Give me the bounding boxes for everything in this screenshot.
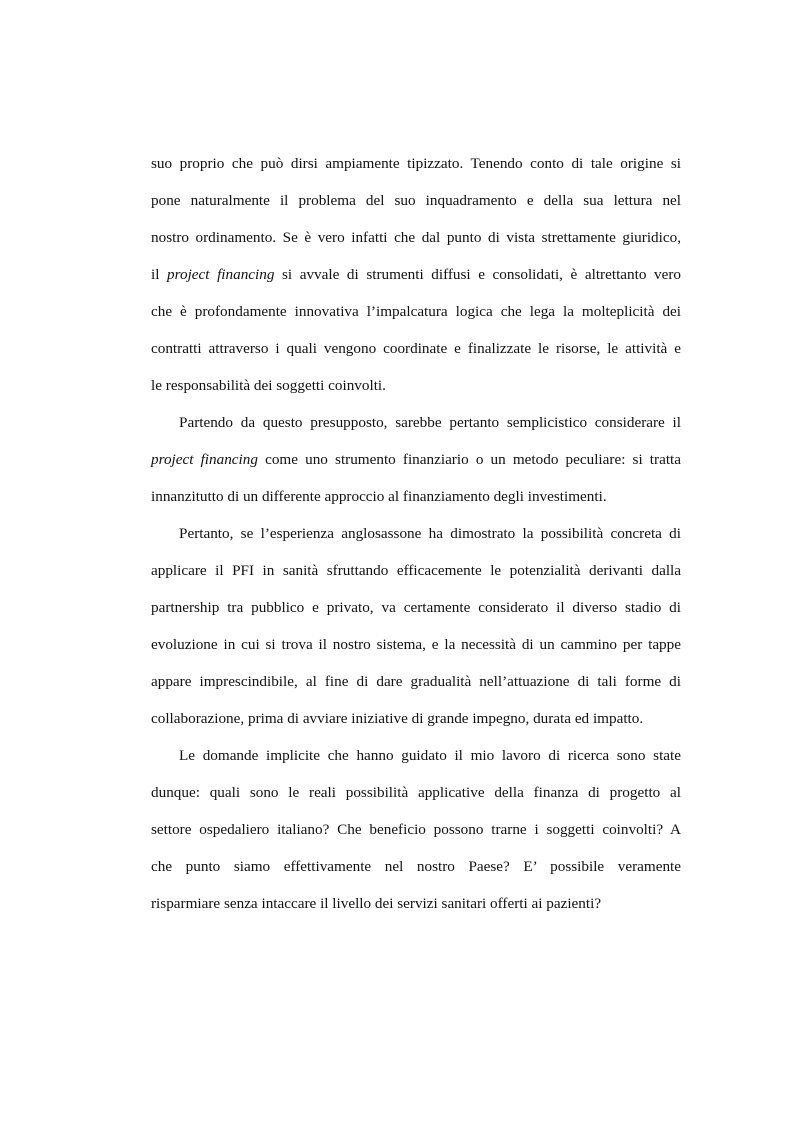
paragraph-line: che punto siamo effettivamente nel nostro Paese? E’ possibile veramente	[151, 858, 681, 875]
paragraph-line: Pertanto, se l’esperienza anglosassone ha dimostrato la possibilità concreta di	[179, 525, 681, 542]
body-text	[151, 145, 681, 922]
paragraph-line: Partendo da questo presupposto, sarebbe pertanto semplicistico considerare il	[179, 414, 681, 431]
paragraph-2	[151, 404, 681, 515]
paragraph-line	[151, 441, 681, 478]
paragraph-line: evoluzione in cui si trova il nostro sistema, e la necessità di un cammino per tappe	[151, 636, 681, 653]
paragraph-line: innanzitutto di un differente approccio al finanziamento degli investimenti.	[151, 488, 607, 505]
paragraph-line: risparmiare senza intaccare il livello dei servizi sanitari offerti ai pazienti?	[151, 895, 602, 912]
paragraph-line	[151, 256, 681, 293]
italic-term: project financing	[167, 266, 275, 283]
paragraph-line: contratti attraverso i quali vengono coordinate e finalizzate le risorse, le attività e	[151, 340, 681, 357]
paragraph-line: collaborazione, prima di avviare iniziative di grande impegno, durata ed impatto.	[151, 710, 644, 727]
paragraph-line: che è profondamente innovativa l’impalcatura logica che lega la molteplicità dei	[151, 303, 681, 320]
paragraph-line: appare imprescindibile, al fine di dare gradualità nell’attuazione di tali forme di	[151, 673, 681, 690]
paragraph-4	[151, 737, 681, 922]
text-run: si avvale di strumenti diffusi e consolidati, è altrettanto vero	[274, 266, 682, 283]
paragraph-1	[151, 145, 681, 404]
paragraph-line: le responsabilità dei soggetti coinvolti.	[151, 377, 386, 394]
paragraph-line: applicare il PFI in sanità sfruttando efficacemente le potenzialità derivanti dalla	[151, 562, 681, 579]
paragraph-line: settore ospedaliero italiano? Che beneficio possono trarne i soggetti coinvolti? A	[151, 821, 681, 838]
paragraph-line: pone naturalmente il problema del suo inquadramento e della sua lettura nel	[151, 192, 681, 209]
paragraph-3	[151, 515, 681, 737]
italic-term: project financing	[151, 451, 258, 468]
text-run: come uno strumento finanziario o un metodo peculiare: si tratta	[257, 451, 681, 468]
paragraph-line: nostro ordinamento. Se è vero infatti che dal punto di vista strettamente giuridico,	[151, 229, 681, 246]
paragraph-line: Le domande implicite che hanno guidato il mio lavoro di ricerca sono state	[179, 747, 681, 764]
paragraph-line: dunque: quali sono le reali possibilità applicative della finanza di progetto al	[151, 784, 681, 801]
text-run: il	[151, 266, 168, 283]
paragraph-line: suo proprio che può dirsi ampiamente tipizzato. Tenendo conto di tale origine si	[151, 155, 681, 172]
paragraph-line: partnership tra pubblico e privato, va certamente considerato il diverso stadio di	[151, 599, 681, 616]
